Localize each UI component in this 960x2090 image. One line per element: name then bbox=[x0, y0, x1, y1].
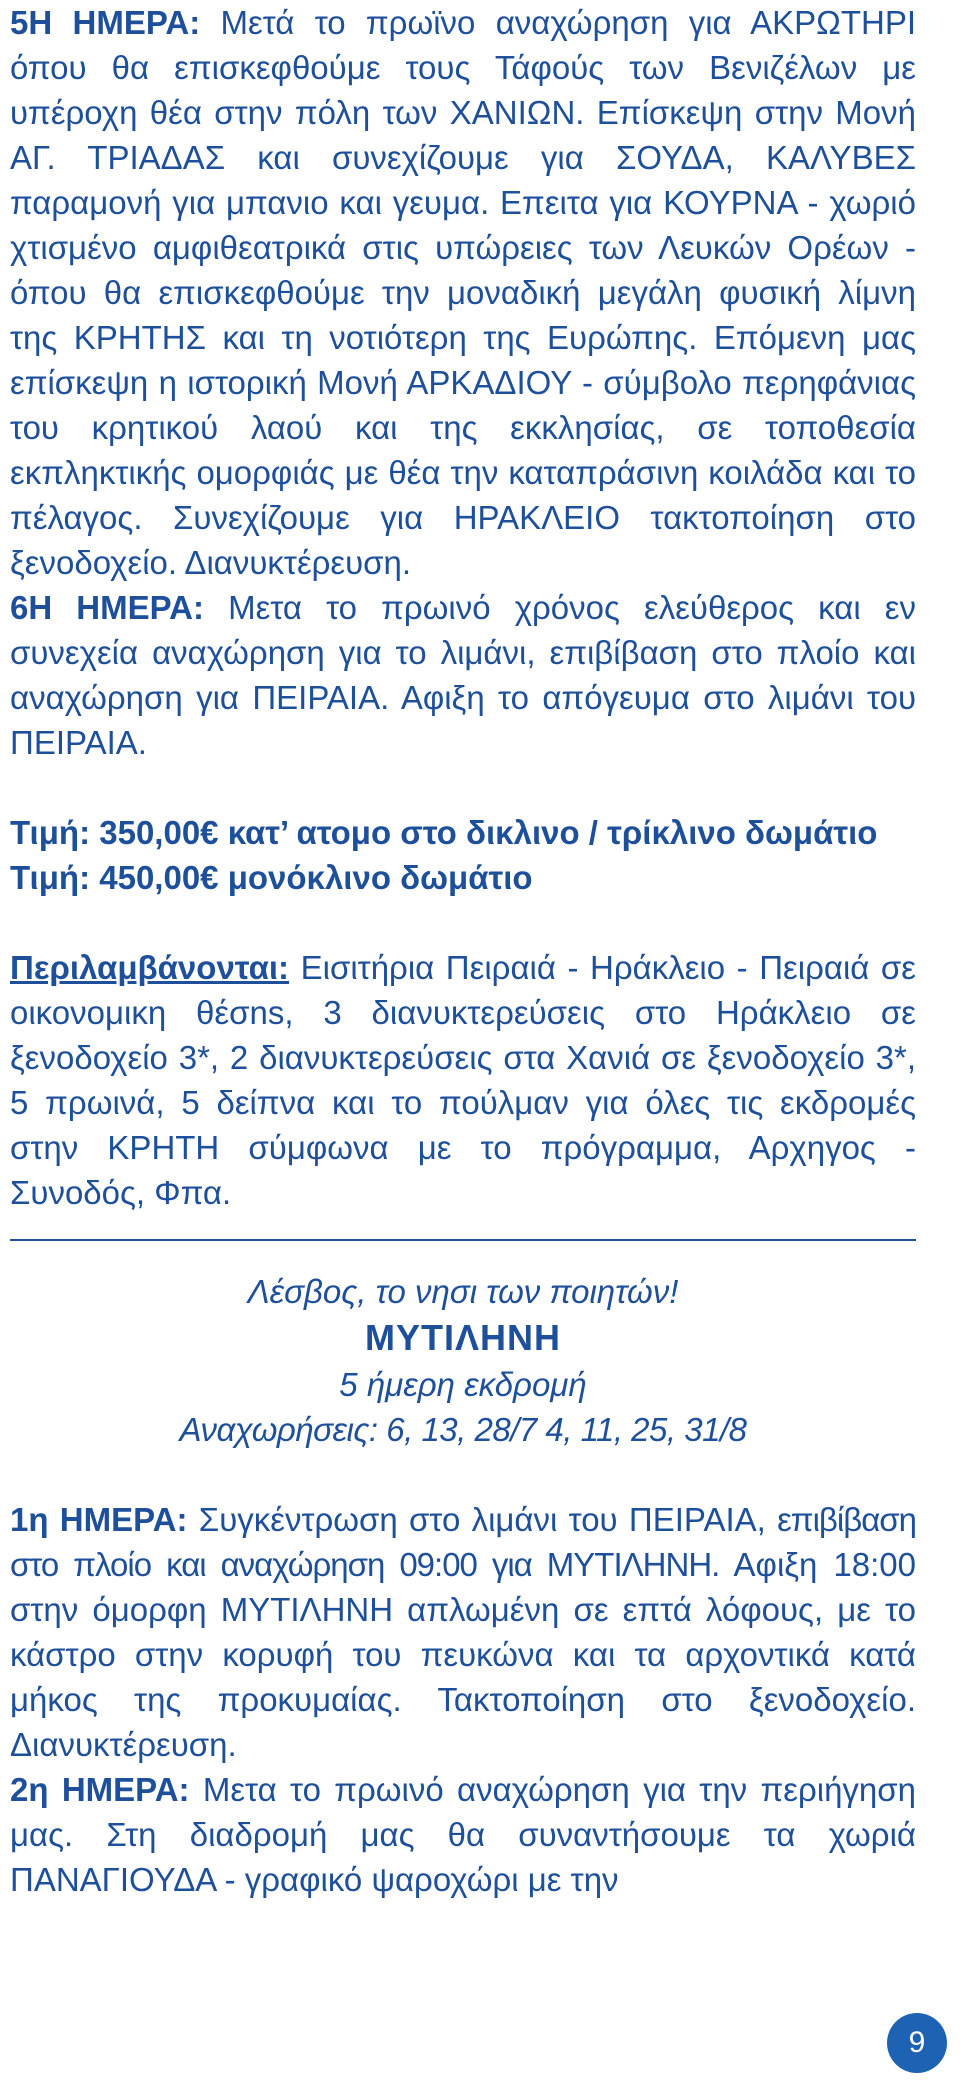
trip-departures: Αναχωρήσεις: 6, 13, 28/7 4, 11, 25, 31/8 bbox=[179, 1411, 747, 1448]
trip-day1-paragraph bbox=[10, 1497, 916, 1767]
spacer bbox=[10, 900, 916, 945]
trip-tagline: Λέσβος, το νησι των ποιητών! bbox=[247, 1273, 679, 1310]
section-divider bbox=[10, 1239, 916, 1241]
spacer bbox=[10, 1452, 916, 1497]
trip-title: ΜΥΤΙΛΗΝΗ bbox=[365, 1317, 561, 1358]
day5-paragraph bbox=[10, 0, 916, 585]
day6-paragraph bbox=[10, 585, 916, 765]
day6-text: Μετα το πρωινό χρόνος ελεύθερος και εν συνεχεία αναχώρηση για το λιμάνι, επιβίβαση στο πλοίο και αναχώρηση για ΠΕΙΡΑΙΑ. Αφιξη το απόγευμα στο λιμάνι του ΠΕΙΡΑΙΑ. bbox=[10, 589, 916, 761]
trip-day2-text: Μετα το πρωινό αναχώρηση για την περιήγηση μας. Στη διαδρομή μας θα συναντήσουμε τα χωριά ΠΑΝΑΓΙΟΥΔΑ - γραφικό ψαροχώρι με την bbox=[10, 1771, 916, 1898]
brochure-page bbox=[10, 0, 916, 1902]
price-single: Τιμή: 450,00€ μονόκλινο δωμάτιο bbox=[10, 859, 533, 896]
page-number-badge: 9 bbox=[887, 2013, 947, 2073]
price-double-triple: Τιμή: 350,00€ κατ’ ατομο στο δικλινο / τρίκλινο δωμάτιο bbox=[10, 814, 878, 851]
included-label: Περιλαμβάνονται: bbox=[10, 949, 290, 986]
day6-label: 6Η ΗΜΕΡΑ: bbox=[10, 589, 205, 626]
included-text: Εισιτήρια Πειραιά - Ηράκλειο - Πειραιά σε οικονομικη θέσns, 3 διανυκτερεύσεις στο Ηράκλειο σε ξενοδοχείο 3*, 2 διανυκτερεύσεις στα Χανιά σε ξενοδοχείο 3*, 5 πρωινά, 5 δείπνα και το πούλμαν για όλες τις εκδρομές στην ΚΡΗΤΗ σύμφωνα με το πρόγραμμα, Αρχηγος - Συνοδός, Φπα. bbox=[10, 949, 916, 1211]
trip-day1-text-b: επιβίβαση στο πλοίο και αναχώρηση 09:00 για ΜΥΤΙΛΗΝΗ. bbox=[10, 1501, 916, 1583]
trip-day1-text-a: Συγκέντρωση στο λιμάνι του ΠΕΙΡΑΙΑ, bbox=[198, 1501, 766, 1538]
trip-day2-paragraph bbox=[10, 1767, 916, 1902]
included-paragraph bbox=[10, 945, 916, 1215]
trip-day2-label: 2η ΗΜΕΡΑ: bbox=[10, 1771, 190, 1808]
trip-day1-label: 1η ΗΜΕΡΑ: bbox=[10, 1501, 188, 1538]
spacer bbox=[10, 765, 916, 810]
trip-day1-text-c: Αφιξη 18:00 στην όμορφη ΜΥΤΙΛΗΝΗ απλωμένη σε επτά λόφους, με το κάστρο στην κορυφή του πευκώνα και τα αρχοντικά κατά μήκος της προκυμαίας. Τακτοποίηση στο ξενοδοχείο. Διανυκτέρευση. bbox=[10, 1546, 916, 1763]
trip-subtitle: 5 ήμερη εκδρομή bbox=[339, 1366, 587, 1403]
day5-label: 5Η ΗΜΕΡΑ: bbox=[10, 4, 201, 41]
day5-text: Μετά το πρωϊνο αναχώρηση για ΑΚΡΩΤΗΡΙ όπου θα επισκεφθούμε τους Τάφούς των Βενιζέλων με υπέροχη θέα στην πόλη των ΧΑΝΙΩΝ. Επίσκεψη στην Μονή ΑΓ. ΤΡΙΑΔΑΣ και συνεχίζουμε για ΣΟΥΔΑ, ΚΑΛΥΒΕΣ παραμονή για μπανιο και γευμα. Επειτα για ΚΟΥΡΝΑ - χωριό χτισμένο αμφιθεατρικά στις υπώρειες των Λευκών Ορέων - όπου θα επισκεφθούμε την μοναδική μεγάλη φυσική λίμνη της ΚΡΗΤΗΣ και τη νοτιότερη της Ευρώπης. Επόμενη μας επίσκεψη η ιστορική Μονή ΑΡΚΑΔΙΟΥ - σύμβολο περηφάνιας του κρητικού λαού και της εκκλησίας, σε τοποθεσία εκπληκτικής ομορφιάς με θέα την καταπράσινη κοιλάδα και το πέλαγος. Συνεχίζουμε για ΗΡΑΚΛΕΙΟ τακτοποίηση στο ξενοδοχείο. Διανυκτέρευση. bbox=[10, 4, 916, 581]
